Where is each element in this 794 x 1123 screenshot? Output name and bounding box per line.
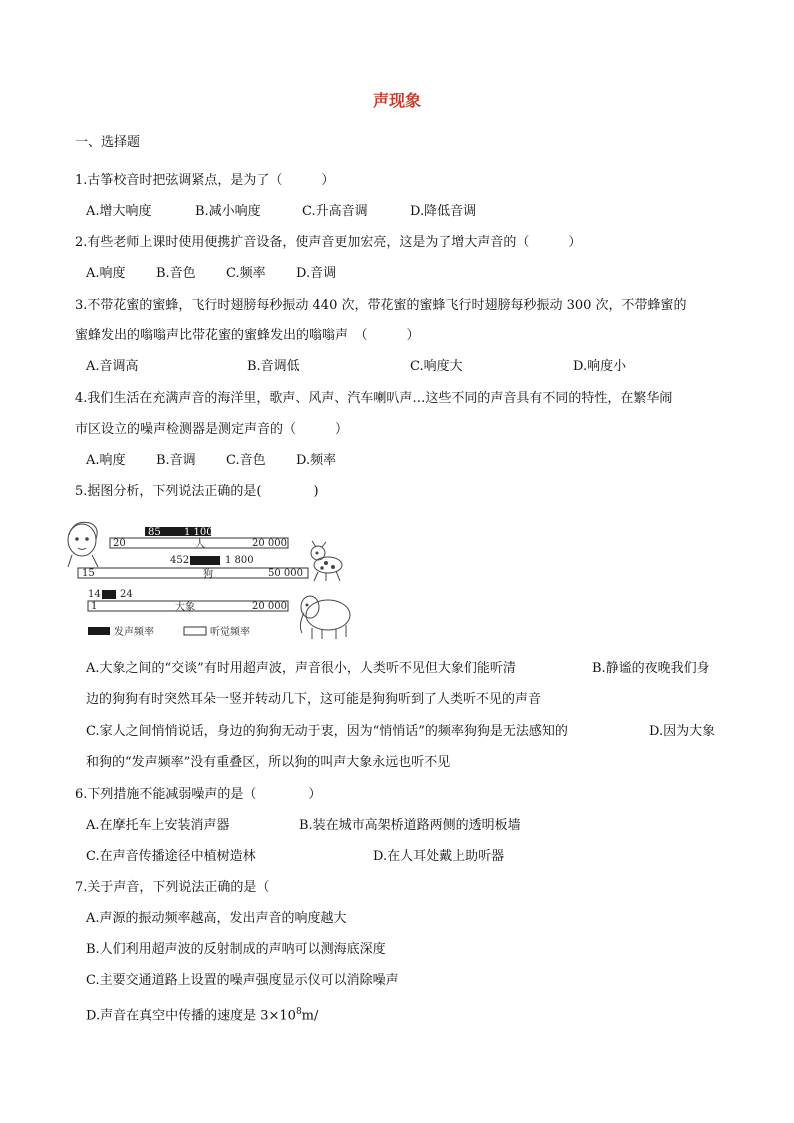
q4-option-a: A.响度 xyxy=(86,453,126,468)
q6-option-d: D.在人耳处戴上助听器 xyxy=(373,849,505,864)
q7-option-c: C.主要交通道路上设置的噪声强度显示仪可以消除噪声 xyxy=(86,973,399,988)
q7-option-d-suffix: m/ xyxy=(301,1008,319,1024)
human-label: 人 xyxy=(195,539,205,550)
human-emit-low: 85 xyxy=(148,527,161,538)
q7-option-d xyxy=(86,1002,318,1026)
question-4-stem-line1: 4.我们生活在充满声音的海洋里，歌声、风声、汽车喇叭声…这些不同的声音具有不同的特性，在繁华闹 xyxy=(75,391,673,406)
q4-option-d: D.频率 xyxy=(296,453,337,468)
dog-emit-high: 1 800 xyxy=(225,555,254,566)
elephant-label: 大象 xyxy=(175,602,195,613)
page-title: 声现象 xyxy=(372,91,421,110)
question-7-stem: 7.关于声音，下列说法正确的是（ xyxy=(75,880,270,895)
q3-option-d: D.响度小 xyxy=(573,359,627,374)
person-illustration xyxy=(68,522,98,567)
q5-option-a: A.大象之间的“交谈”有时用超声波，声音很小，人类听不见但大象们能听清 xyxy=(86,661,516,676)
q6-option-a: A.在摩托车上安装消声器 xyxy=(86,818,230,833)
elephant-emit-high: 24 xyxy=(120,589,133,600)
question-2-stem: 2.有些老师上课时使用便携扩音设备，使声音更加宏亮，这是为了增大声音的（ ） xyxy=(75,235,582,250)
q3-option-c: C.响度大 xyxy=(410,359,463,374)
dog-emit-low: 452 xyxy=(170,555,190,566)
q2-option-a: A.响度 xyxy=(86,266,126,281)
q7-option-b: B.人们利用超声波的反射制成的声呐可以测海底深度 xyxy=(86,942,386,957)
dog-emit-bar xyxy=(190,556,220,565)
q4-option-c: C.音色 xyxy=(226,453,266,468)
frequency-range-diagram xyxy=(60,515,360,650)
elephant-illustration xyxy=(300,596,350,639)
q2-option-b: B.音色 xyxy=(156,266,196,281)
human-emit-high: 1 100 xyxy=(184,527,213,538)
q5-option-d-line1: D.因为大象 xyxy=(649,724,716,739)
q7-option-d-prefix: D.声音在真空中传播的速度是 3×10 xyxy=(86,1008,296,1024)
section-heading: 一、选择题 xyxy=(75,135,141,150)
question-1-stem: 1.古筝校音时把弦调紧点，是为了（ ） xyxy=(75,173,335,188)
q7-option-d-exponent: 8 xyxy=(295,1007,302,1017)
elephant-hear-high: 20 000 xyxy=(252,601,287,612)
dog-hear-high: 50 000 xyxy=(268,568,303,579)
elephant-hear-low: 1 xyxy=(91,601,98,612)
q1-option-c: C.升高音调 xyxy=(302,204,368,219)
q2-option-d: D.音调 xyxy=(296,266,337,281)
question-6-stem: 6.下列措施不能减弱噪声的是（ ） xyxy=(75,787,322,802)
human-hear-low: 20 xyxy=(113,538,126,549)
q7-option-a: A.声源的振动频率越高，发出声音的响度越大 xyxy=(86,911,347,926)
q5-option-b-line2: 边的狗狗有时突然耳朵一竖并转动几下，这可能是狗狗听到了人类听不见的声音 xyxy=(86,692,542,707)
q3-option-b: B.音调低 xyxy=(247,359,300,374)
q1-option-b: B.减小响度 xyxy=(195,204,261,219)
q4-option-b: B.音调 xyxy=(156,453,196,468)
human-hear-high: 20 000 xyxy=(252,538,287,549)
q3-option-a: A.音调高 xyxy=(86,359,139,374)
q6-option-c: C.在声音传播途径中植树造林 xyxy=(86,849,256,864)
q5-option-c: C.家人之间悄悄说话，身边的狗狗无动于衷，因为“悄悄话”的频率狗狗是无法感知的 xyxy=(86,724,568,739)
question-3-stem-line2: 蜜蜂发出的嗡嗡声比带花蜜的蜜蜂发出的嗡嗡声 （ ） xyxy=(75,328,420,343)
elephant-emit-bar xyxy=(102,590,116,599)
dog-illustration xyxy=(311,541,342,581)
elephant-emit-low: 14 xyxy=(88,589,101,600)
q1-option-a: A.增大响度 xyxy=(86,204,152,219)
q5-option-b-line1: B.静谧的夜晚我们身 xyxy=(592,661,710,676)
q1-option-d: D.降低音调 xyxy=(410,204,477,219)
legend-emit-swatch xyxy=(88,627,110,635)
question-5-stem: 5.据图分析，下列说法正确的是( ) xyxy=(75,484,319,499)
legend-hear-label: 听觉频率 xyxy=(210,627,250,638)
question-3-stem-line1: 3.不带花蜜的蜜蜂，飞行时翅膀每秒振动 440 次，带花蜜的蜜蜂飞行时翅膀每秒振动 300 次，不带蜂蜜的 xyxy=(75,298,687,313)
legend-emit-label: 发声频率 xyxy=(114,627,154,638)
frequency-range-figure xyxy=(60,515,360,650)
q2-option-c: C.频率 xyxy=(226,266,266,281)
dog-label: 狗 xyxy=(203,569,213,580)
legend-hear-swatch xyxy=(184,627,206,635)
q6-option-b: B.装在城市高架桥道路两侧的透明板墙 xyxy=(299,818,521,833)
question-4-stem-line2: 市区设立的噪声检测器是测定声音的（ ） xyxy=(75,422,349,437)
q5-option-d-line2: 和狗的“发声频率”没有重叠区，所以狗的叫声大象永远也听不见 xyxy=(86,755,451,770)
dog-hear-low: 15 xyxy=(82,568,95,579)
